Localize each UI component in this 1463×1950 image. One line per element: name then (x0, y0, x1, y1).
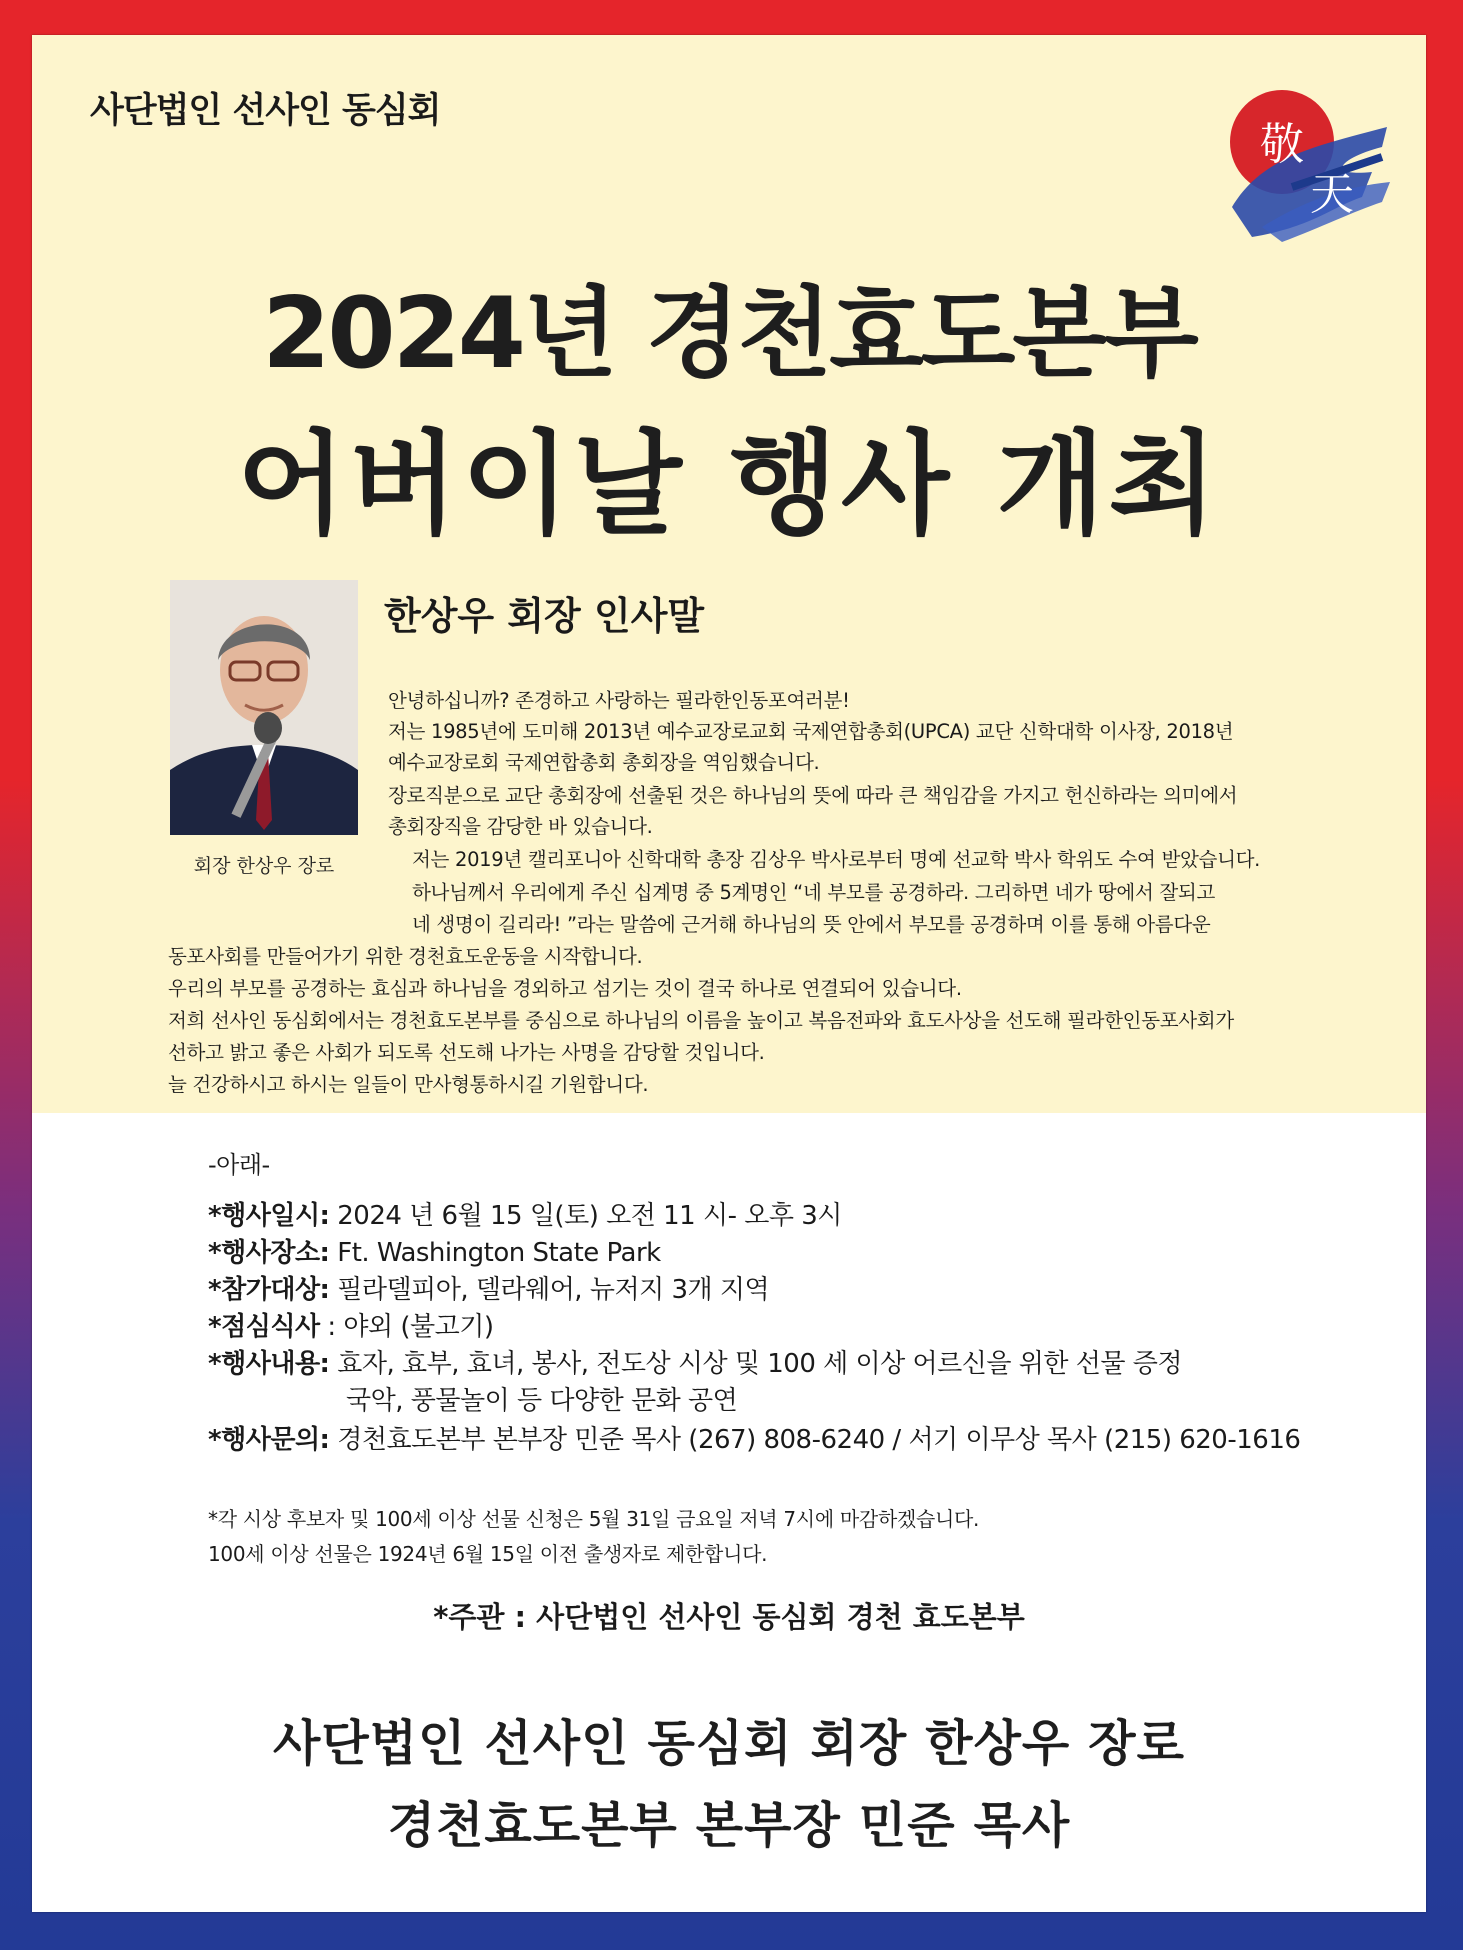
seal-char-2: 天 (1310, 169, 1354, 220)
greeting-line: 우리의 부모를 공경하는 효심과 하나님을 경외하고 섬기는 것이 결국 하나로 연결되어 있습니다. (168, 977, 962, 1000)
detail-contact (208, 1419, 1300, 1456)
greeting-line: 저는 1985년에 도미해 2013년 예수교장로교회 국제연합총회(UPCA) 교단 신학대학 이사장, 2018년 (388, 720, 1234, 743)
detail-program-cont (346, 1380, 737, 1417)
detail-label: *행사내용: (208, 1349, 330, 1379)
seal-char-1: 敬 (1260, 119, 1304, 170)
detail-value: 효자, 효부, 효녀, 봉사, 전도상 시상 및 100 세 이상 어르신을 위한 선물 증정 (329, 1349, 1182, 1379)
signature-line-2: 경천효도본부 본부장 민준 목사 (387, 1797, 1071, 1854)
poster-sheet (32, 35, 1426, 1912)
detail-date (208, 1195, 842, 1232)
detail-value: Ft. Washington State Park (329, 1238, 661, 1268)
greeting-line: 네 생명이 길리라! ”라는 말씀에 근거해 하나님의 뜻 안에서 부모를 공경하며 이를 통해 아름다운 (412, 913, 1211, 936)
title-line-2: 어버이날 행사 개최 (237, 420, 1221, 550)
detail-value: 경천효도본부 본부장 민준 목사 (267) 808-6240 / 서기 이무상 목사 (215) 620-1616 (329, 1425, 1301, 1455)
detail-label: *행사장소: (208, 1238, 330, 1268)
greeting-line: 동포사회를 만들어가기 위한 경천효도운동을 시작합니다. (168, 945, 643, 968)
greeting-line: 늘 건강하시고 하시는 일들이 만사형통하시길 기원합니다. (168, 1073, 649, 1096)
detail-lunch (208, 1306, 493, 1343)
detail-venue (208, 1232, 661, 1269)
signature-line-1: 사단법인 선사인 동심회 회장 한상우 장로 (273, 1715, 1185, 1772)
detail-label: *행사일시: (208, 1201, 330, 1231)
detail-label: *참가대상: (208, 1275, 330, 1305)
footnote: 100세 이상 선물은 1924년 6월 15일 이전 출생자로 제한합니다. (208, 1542, 768, 1566)
greeting-line: 선하고 밝고 좋은 사회가 되도록 선도해 나가는 사명을 감당할 것입니다. (168, 1041, 765, 1064)
greeting-line: 총회장직을 감당한 바 있습니다. (388, 815, 653, 838)
detail-label: *행사문의: (208, 1425, 330, 1455)
detail-value: : 야외 (불고기) (319, 1312, 494, 1342)
detail-value: 국악, 풍물놀이 등 다양한 문화 공연 (346, 1386, 738, 1416)
seal-logo-icon (1222, 87, 1392, 257)
host-line: *주관 : 사단법인 선사인 동심회 경천 효도본부 (433, 1600, 1025, 1634)
greeting-section (32, 35, 1426, 1113)
title-line-1: 2024년 경천효도본부 (262, 277, 1196, 391)
greeting-line: 저는 2019년 캘리포니아 신학대학 총장 김상우 박사로부터 명예 선교학 박사 학위도 수여 받았습니다. (412, 848, 1261, 871)
greeting-line: 장로직분으로 교단 총회장에 선출된 것은 하나님의 뜻에 따라 큰 책임감을 가지고 헌신하라는 의미에서 (388, 784, 1238, 807)
greeting-line: 저희 선사인 동심회에서는 경천효도본부를 중심으로 하나님의 이름을 높이고 복음전파와 효도사상을 선도해 필라한인동포사회가 (168, 1009, 1234, 1032)
org-name: 사단법인 선사인 동심회 (90, 91, 441, 131)
greeting-line: 하나님께서 우리에게 주신 십계명 중 5계명인 “네 부모를 공경하라. 그리하면 네가 땅에서 잘되고 (412, 881, 1215, 904)
detail-value: 필라델피아, 델라웨어, 뉴저지 3개 지역 (329, 1275, 770, 1305)
detail-participants (208, 1269, 769, 1306)
detail-label: *점심식사 (208, 1312, 320, 1342)
detail-value: 2024 년 6월 15 일(토) 오전 11 시- 오후 3시 (329, 1201, 842, 1231)
footnote: *각 시상 후보자 및 100세 이상 선물 신청은 5월 31일 금요일 저녁 7시에 마감하겠습니다. (208, 1507, 980, 1531)
details-heading: -아래- (208, 1151, 270, 1179)
chairman-photo (170, 580, 358, 835)
greeting-title: 한상우 회장 인사말 (384, 594, 705, 638)
greeting-line: 안녕하십니까? 존경하고 사랑하는 필라한인동포여러분! (388, 689, 850, 712)
detail-program (208, 1343, 1182, 1380)
photo-caption: 회장 한상우 장로 (193, 855, 335, 877)
greeting-line: 예수교장로회 국제연합총회 총회장을 역임했습니다. (388, 751, 820, 774)
